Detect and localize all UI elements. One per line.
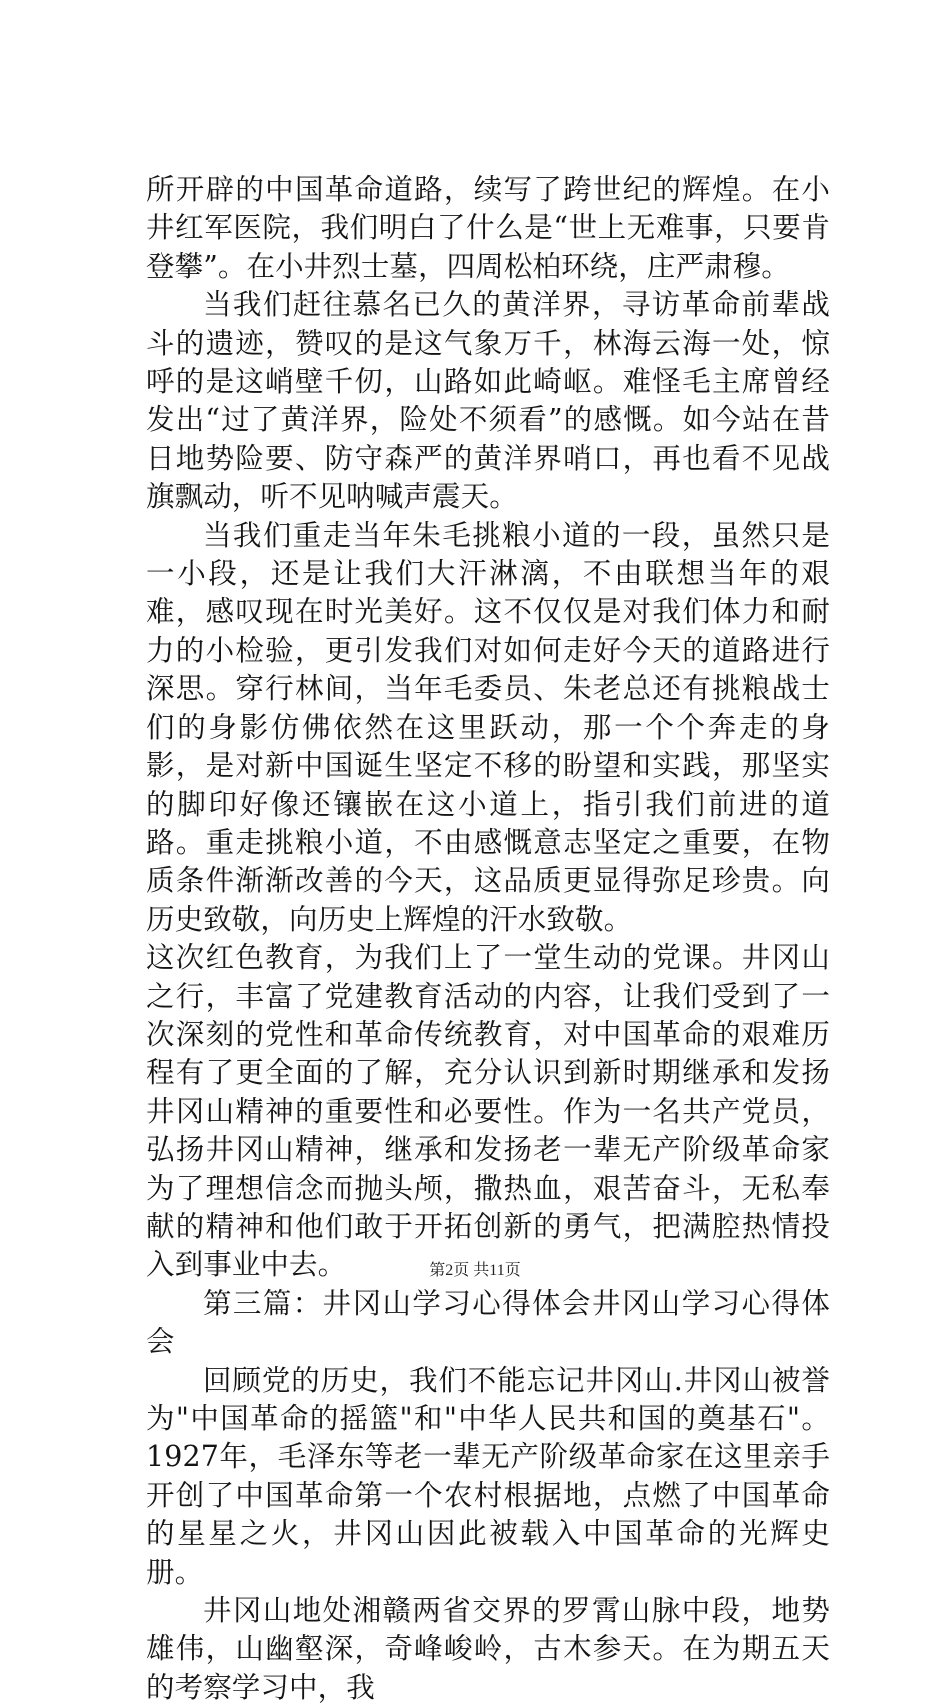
paragraph-5: 回顾党的历史，我们不能忘记井冈山.井冈山被誉为"中国革命的摇篮"和"中华人民共和国的奠基石"。1927年，毛泽东等老一辈无产阶级革命家在这里亲手开创了中国革命第一个农村根据地，点燃了中国革命的星星之火，井冈山因此被载入中国革命的光辉史册。 [146,1363,830,1589]
page-number-footer: 第2页 共11页 [429,1262,521,1279]
paragraph-4: 这次红色教育，为我们上了一堂生动的党课。井冈山之行，丰富了党建教育活动的内容，让我们受到了一次深刻的党性和革命传统教育，对中国革命的艰难历程有了更全面的了解，充分认识到新时期继承和发扬井冈山精神的重要性和必要性。作为一名共产党员，弘扬井冈山精神，继承和发扬老一辈无产阶级革命家为了理想信念而抛头颅，撒热血，艰苦奋斗，无私奉献的精神和他们敢于开拓创新的勇气，把满腔热情投入到事业中去。 [146,941,830,1282]
paragraph-3: 当我们重走当年朱毛挑粮小道的一段，虽然只是一小段，还是让我们大汗淋漓，不由联想当年的艰难，感叹现在时光美好。这不仅仅是对我们体力和耐力的小检验，更引发我们对如何走好今天的道路进行深思。穿行林间，当年毛委员、朱老总还有挑粮战士们的身影仿佛依然在这里跃动，那一个个奔走的身影，是对新中国诞生坚定不移的盼望和实践，那坚实的脚印好像还镶嵌在这小道上，指引我们前进的道路。重走挑粮小道，不由感慨意志坚定之重要，在物质条件渐渐改善的今天，这品质更显得弥足珍贵。向历史致敬，向历史上辉煌的汗水致敬。 [146,518,830,936]
paragraph-1: 所开辟的中国革命道路，续写了跨世纪的辉煌。在小井红军医院，我们明白了什么是“世上无难事，只要肯登攀”。在小井烈士墓，四周松柏环绕，庄严肃穆。 [146,173,830,283]
paragraph-2: 当我们赶往慕名已久的黄洋界，寻访革命前辈战斗的遗迹，赞叹的是这气象万千，林海云海一处，惊呼的是这峭壁千仞，山路如此崎岖。难怪毛主席曾经发出“过了黄洋界，险处不须看”的感慨。如今站在昔日地势险要、防守森严的黄洋界哨口，再也看不见战旗飘动，听不见呐喊声震天。 [146,288,830,514]
document-body [146,171,830,1707]
paragraph-6: 井冈山地处湘赣两省交界的罗霄山脉中段，地势雄伟，山幽壑深，奇峰峻岭，古木参天。在为期五天的考察学习中，我 [146,1594,830,1704]
section-heading: 第三篇：井冈山学习心得体会井冈山学习心得体会 [146,1286,830,1359]
